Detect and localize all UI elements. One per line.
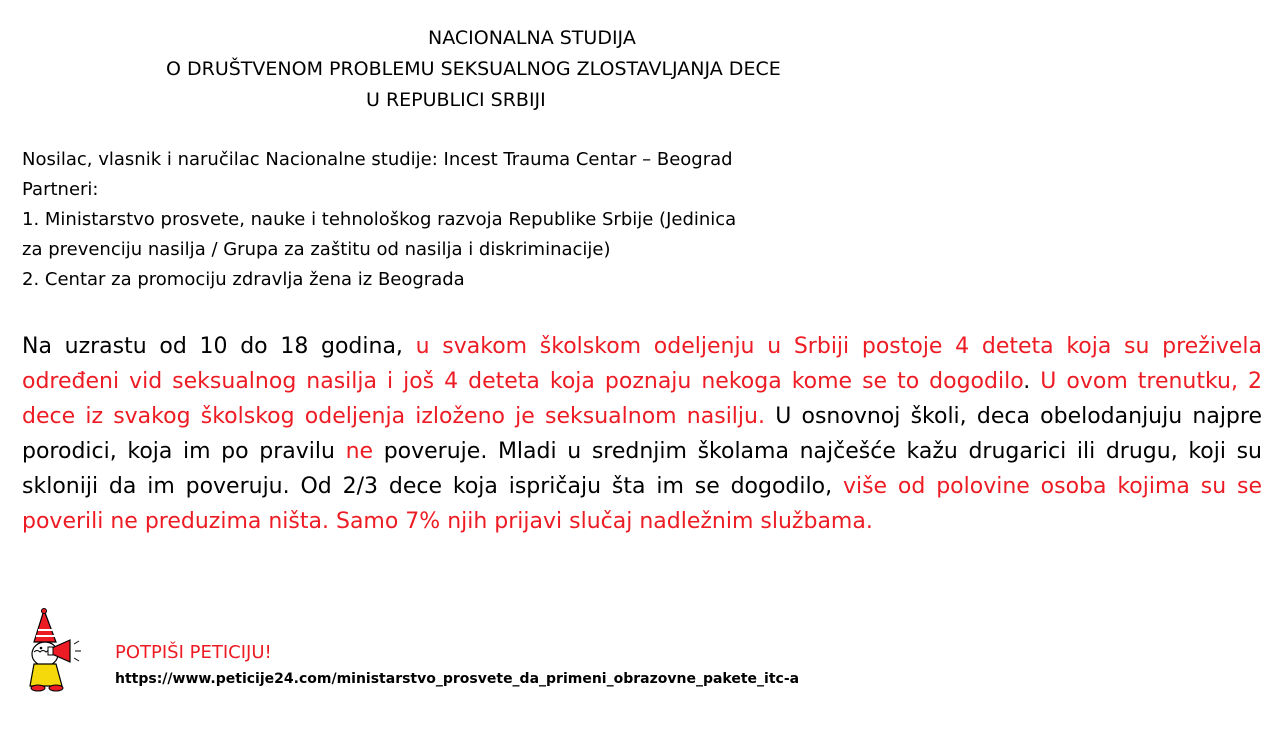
title-line-3: U REPUBLICI SRBIJI bbox=[366, 89, 546, 111]
findings-paragraph bbox=[22, 329, 1262, 539]
partners-label: Partneri: bbox=[22, 179, 99, 200]
partner-2: 2. Centar za promociju zdravlja žena iz Beograda bbox=[22, 269, 465, 290]
text-segment: U osnovnoj školi, deca obelodanjuju najpre porodici, koja im po pravilu bbox=[22, 404, 1262, 464]
text-segment: . bbox=[1023, 369, 1041, 394]
partner-1-line-2: za prevenciju nasilja / Grupa za zaštitu od nasilja i diskriminacije) bbox=[22, 239, 611, 260]
partner-1-line-1: 1. Ministarstvo prosvete, nauke i tehnološkog razvoja Republike Srbije (Jedinica bbox=[22, 209, 737, 230]
highlighted-segment: u svakom školskom odeljenju u Srbiji postoje 4 deteta koja su preživela određeni vid seksualnog nasilja i još 4 deteta koja poznaju nekoga kome se to dogodilo bbox=[22, 334, 1263, 394]
title-line-1: NACIONALNA STUDIJA bbox=[428, 27, 636, 49]
text-segment: poveruje. Mladi u srednjim školama najčešće kažu drugarici ili drugu, koji su skloniji da im poveruju. Od 2/3 dece koja ispričaju šta im se dogodilo, bbox=[22, 439, 1262, 499]
highlighted-segment: više od polovine osoba kojima su se poverili ne preduzima ništa. Samo 7% njih prijavi slučaj nadležnim službama. bbox=[22, 474, 1263, 534]
highlighted-segment: U ovom trenutku, 2 dece iz svakog školskog odeljenja izloženo je seksualnom nasilju. bbox=[22, 369, 1262, 429]
sign-petition-heading: POTPIŠI PETICIJU! bbox=[115, 642, 272, 663]
study-holder: Nosilac, vlasnik i naručilac Nacionalne studije: Incest Trauma Centar – Beograd bbox=[22, 149, 733, 170]
petition-link[interactable]: https://www.peticije24.com/ministarstvo_prosvete_da_primeni_obrazovne_pakete_itc-a bbox=[115, 671, 800, 687]
text-segment: Na uzrastu od 10 do 18 godina, bbox=[22, 334, 416, 359]
highlighted-word: ne bbox=[345, 439, 374, 464]
title-line-2: O DRUŠTVENOM PROBLEMU SEKSUALNOG ZLOSTAVLJANJA DECE bbox=[166, 58, 781, 80]
study-info bbox=[22, 145, 922, 295]
mascot-megaphone-icon bbox=[26, 608, 82, 692]
